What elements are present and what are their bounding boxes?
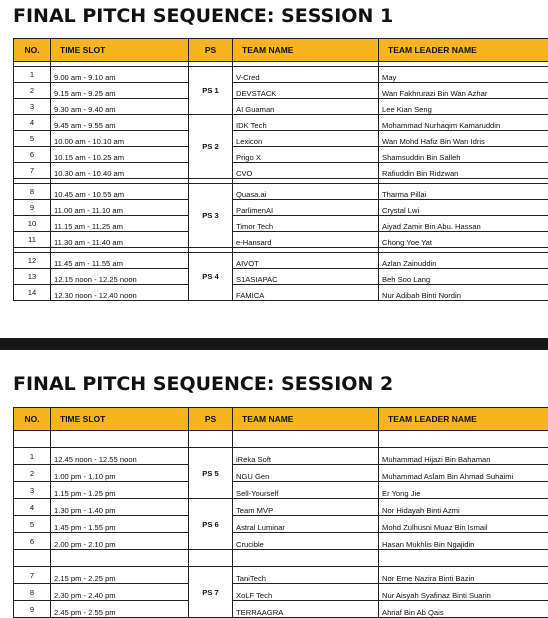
team-leader: Azlan Zainuddin [379,253,548,269]
header-no: NO. [14,39,51,62]
team-leader: Chong Yoe Yat [379,232,548,248]
table-row [14,465,548,482]
team-name: iReka Soft [233,448,379,465]
team-leader: Nur Aisyah Syafinaz Binti Suarin [379,584,548,601]
table-row [14,232,548,248]
header-row [14,39,548,62]
row-number: 12 [14,253,51,269]
team-leader: Nor Hidayah Binti Azmi [379,499,548,516]
team-name: TaniTech [233,567,379,584]
row-number: 6 [14,147,51,163]
team-leader: Crystal Lwi [379,200,548,216]
row-number: 13 [14,269,51,285]
table-row [14,216,548,232]
table-row [14,131,548,147]
team-name: AIVOT [233,253,379,269]
team-name: Timor Tech [233,216,379,232]
team-leader: Wan Mohd Hafiz Bin Wan Idris [379,131,548,147]
table-row [14,584,548,601]
header-team-name: TEAM NAME [233,408,379,431]
team-name: S1ASIAPAC [233,269,379,285]
table-row [14,533,548,550]
header-no: NO. [14,408,51,431]
team-name: e-Hansard [233,232,379,248]
ps-group: PS 7 [189,567,233,618]
team-name: ParlimenAI [233,200,379,216]
team-leader: Mohammad Nurhaqim Kamaruddin [379,115,548,131]
table-row [14,448,548,465]
time-slot: 12.45 noon - 12.55 noon [51,448,189,465]
row-number: 2 [14,83,51,99]
team-name: TERRAAGRA [233,601,379,618]
team-leader: Beh Soo Lang [379,269,548,285]
header-time-slot: TIME SLOT [51,39,189,62]
header-time-slot: TIME SLOT [51,408,189,431]
row-number: 8 [14,584,51,601]
session-2-table [13,407,548,618]
team-leader: Wan Fakhrurazi Bin Wan Azhar [379,83,548,99]
header-team-leader: TEAM LEADER NAME [379,408,548,431]
team-name: DEVSTACK [233,83,379,99]
time-slot: 2.15 pm - 2.25 pm [51,567,189,584]
table-row [14,567,548,584]
time-slot: 9.30 am - 9.40 am [51,99,189,115]
session-1-title: FINAL PITCH SEQUENCE: SESSION 1 [13,5,393,27]
row-number: 14 [14,285,51,301]
team-leader: Hasan Mukhlis Bin Ngajidin [379,533,548,550]
ps-group: PS 5 [189,448,233,499]
table-row [14,516,548,533]
row-number: 5 [14,131,51,147]
team-leader: Lee Kian Seng [379,99,548,115]
row-number: 3 [14,99,51,115]
team-leader: Tharma Pillai [379,184,548,200]
time-slot: 11.15 am - 11.25 am [51,216,189,232]
ps-group: PS 4 [189,253,233,301]
team-name: Astral Luminar [233,516,379,533]
row-number: 2 [14,465,51,482]
team-leader: Mohd Zulhusni Muaz Bin Ismail [379,516,548,533]
team-name: Crucible [233,533,379,550]
header-ps: PS [189,408,233,431]
time-slot: 10.00 am - 10.10 am [51,131,189,147]
row-number: 7 [14,163,51,179]
time-slot: 2.00 pm - 2.10 pm [51,533,189,550]
spacer-row [14,431,548,448]
team-leader: Er Yong Jie [379,482,548,499]
table-row [14,601,548,618]
section-divider [0,338,548,350]
table-row [14,147,548,163]
session-2-title: FINAL PITCH SEQUENCE: SESSION 2 [13,373,393,395]
ps-group: PS 3 [189,184,233,248]
row-number: 4 [14,115,51,131]
table-row [14,482,548,499]
header-team-leader: TEAM LEADER NAME [379,39,548,62]
team-name: Team MVP [233,499,379,516]
row-number: 7 [14,567,51,584]
time-slot: 1.15 pm - 1.25 pm [51,482,189,499]
time-slot: 1.45 pm - 1.55 pm [51,516,189,533]
row-number: 9 [14,601,51,618]
row-number: 1 [14,67,51,83]
time-slot: 10.30 am - 10.40 am [51,163,189,179]
row-number: 3 [14,482,51,499]
table-row [14,163,548,179]
time-slot: 11.45 am - 11.55 am [51,253,189,269]
time-slot: 11.00 am - 11.10 am [51,200,189,216]
team-name: Quasa.ai [233,184,379,200]
table-row [14,285,548,301]
team-leader: Muhammad Aslam Bin Ahmad Suhaimi [379,465,548,482]
team-name: Lexicon [233,131,379,147]
time-slot: 1.30 pm - 1.40 pm [51,499,189,516]
team-leader: Muhammad Hijazi Bin Bahaman [379,448,548,465]
team-leader: Shamsuddin Bin Salleh [379,147,548,163]
table-row [14,253,548,269]
row-number: 4 [14,499,51,516]
row-number: 11 [14,232,51,248]
team-name: XoLF Tech [233,584,379,601]
time-slot: 10.45 am - 10.55 am [51,184,189,200]
time-slot: 10.15 am - 10.25 am [51,147,189,163]
team-leader: Nur Adibah Binti Nordin [379,285,548,301]
row-number: 8 [14,184,51,200]
row-number: 1 [14,448,51,465]
team-name: AI Guaman [233,99,379,115]
table-row [14,200,548,216]
time-slot: 9.00 am - 9.10 am [51,67,189,83]
team-leader: Nor Erne Nazira Binti Bazin [379,567,548,584]
team-name: FAMICA [233,285,379,301]
team-name: V-Cred [233,67,379,83]
time-slot: 11.30 am - 11.40 am [51,232,189,248]
team-name: Sell-Yourself [233,482,379,499]
header-row [14,408,548,431]
table-row [14,269,548,285]
row-number: 5 [14,516,51,533]
header-team-name: TEAM NAME [233,39,379,62]
table-row [14,67,548,83]
row-number: 9 [14,200,51,216]
time-slot: 2.45 pm - 2.55 pm [51,601,189,618]
row-number: 6 [14,533,51,550]
team-name: NGU Gen [233,465,379,482]
ps-group: PS 1 [189,67,233,115]
team-leader: Aiyad Zamir Bin Abu. Hassan [379,216,548,232]
team-leader: May [379,67,548,83]
team-leader: Ahnaf Bin Ab Qais [379,601,548,618]
ps-group: PS 2 [189,115,233,179]
team-name: IDK Tech [233,115,379,131]
table-row [14,83,548,99]
session-1-table [13,38,548,301]
header-ps: PS [189,39,233,62]
time-slot: 9.15 am - 9.25 am [51,83,189,99]
time-slot: 2.30 pm - 2.40 pm [51,584,189,601]
row-number: 10 [14,216,51,232]
time-slot: 12.15 noon - 12.25 noon [51,269,189,285]
spacer-row [14,550,548,567]
team-leader: Rafiuddin Bin Ridzwan [379,163,548,179]
time-slot: 9.45 am - 9.55 am [51,115,189,131]
table-row [14,115,548,131]
time-slot: 1.00 pm - 1.10 pm [51,465,189,482]
ps-group: PS 6 [189,499,233,550]
team-name: CVO [233,163,379,179]
table-row [14,499,548,516]
table-row [14,184,548,200]
table-row [14,99,548,115]
time-slot: 12.30 noon - 12.40 noon [51,285,189,301]
team-name: Prigo X [233,147,379,163]
